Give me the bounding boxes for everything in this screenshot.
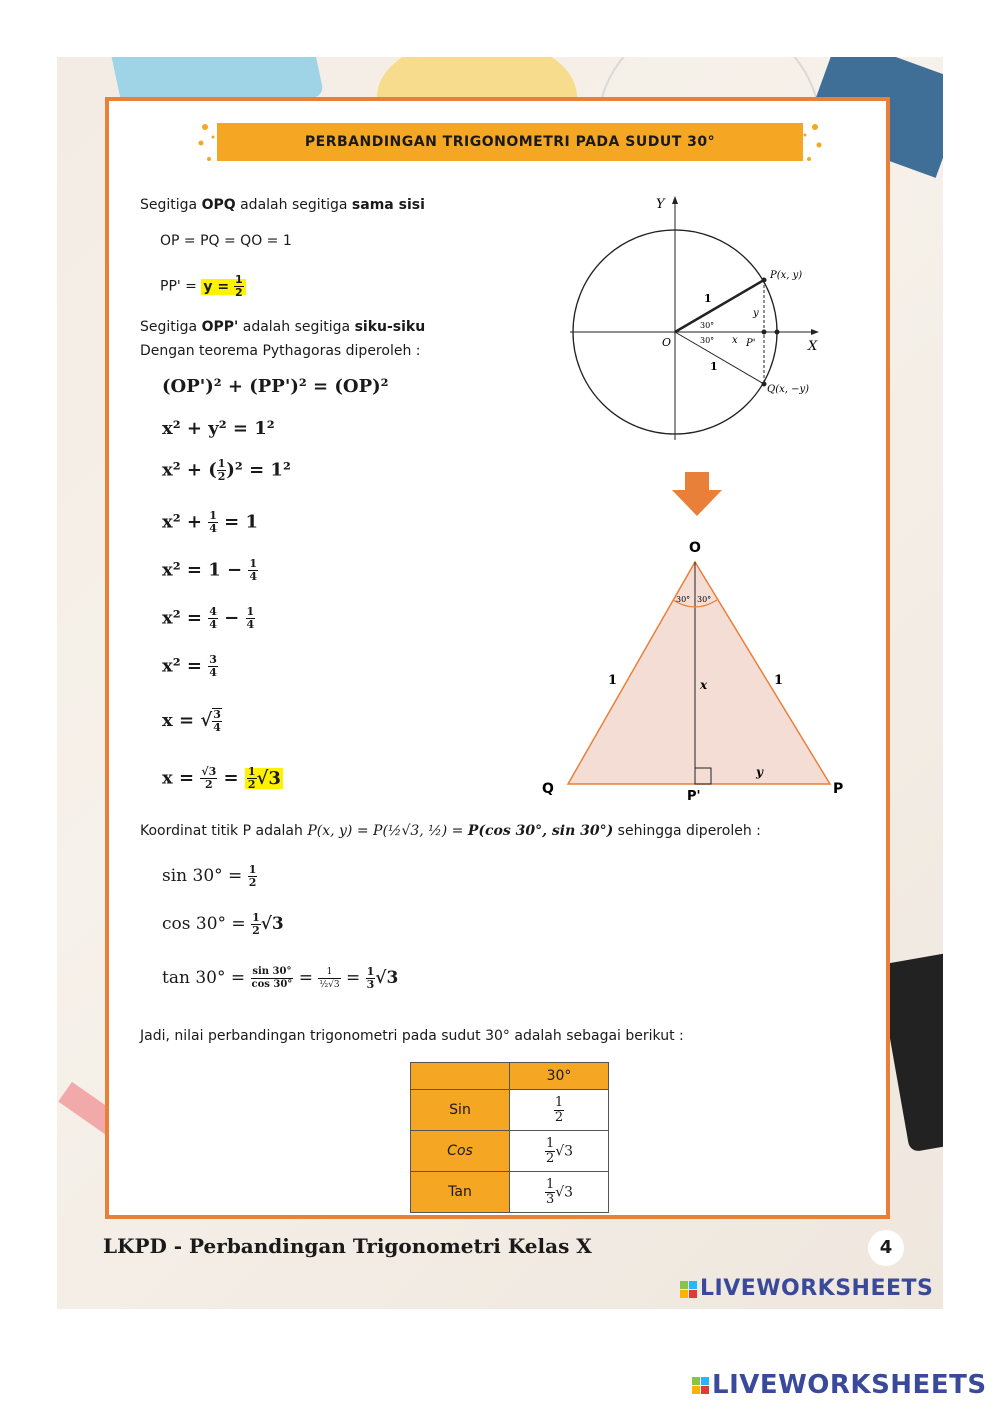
liveworksheets-logo-bottom[interactable]: LIVEWORKSHEETS [692,1370,987,1400]
table-corner [411,1063,510,1090]
vertex-p-label: P [833,781,844,797]
step-7: x² = $\frac{3}{4}$ [162,653,217,679]
radius-op [675,280,764,332]
triangle-diagram [540,534,860,804]
y-length-label: y [753,308,759,319]
liveworksheets-logo-footer: LIVEWORKSHEETS [680,1276,933,1301]
angle-lower-label: 30° [700,336,715,345]
pprime-label: P' [746,338,756,349]
table-row-cos [411,1131,609,1172]
step-4: x² + $\frac{1}{4}$ = 1 [162,509,259,535]
page-number: 4 [868,1230,904,1266]
tan-value: $\frac{1}{3}$ √3 [510,1172,609,1213]
coordinate-statement: Koordinat titik P adalah P(x, y) = P(½√3, ½) = P(cos 30°, sin 30°) sehingga diperoleh : [140,823,761,839]
step-6: x² = $\frac{4}{4}$ − $\frac{1}{4}$ [162,605,255,631]
angle-right-label: 30° [697,595,712,604]
y-axis-arrow [672,196,678,204]
y-axis-label: Y [656,197,665,212]
origin-label: O [662,336,672,349]
page-title: PERBANDINGAN TRIGONOMETRI PADA SUDUT 30° [304,134,716,150]
down-arrow-icon [672,472,722,516]
unit-circle-diagram [560,190,860,450]
point-pprime [762,330,767,335]
x-axis-label: X [808,339,818,354]
sin-result: sin 30° = $\frac{1}{2}$ [162,863,257,889]
table-row-tan [411,1172,609,1213]
vertex-o-label: O [689,540,701,556]
intro-line-3: Segitiga OPP' adalah segitiga siku-siku [140,319,426,335]
footer-title: LKPD - Perbandingan Trigonometri Kelas X [103,1234,592,1258]
cos-value: $\frac{1}{2}$ √3 [510,1131,609,1172]
vertex-pprime-label: P' [687,789,701,804]
side-left-label: 1 [608,673,618,688]
step-3: x² + ( $\frac{1}{2}$ )² = 1² [162,457,291,483]
step-9: x = $\frac{√3}{2}$ = $\frac{1}{2}$ √3 [162,765,281,791]
step-1: (OP')² + (PP')² = (OP)² [162,376,389,397]
row-label-tan: Tan [411,1172,510,1213]
angle-left-label: 30° [676,595,691,604]
intro-line-4: Dengan teorema Pythagoras diperoleh : [140,343,421,359]
circle-x-intercept [775,330,780,335]
radius-op-label: 1 [704,292,712,305]
liveworksheets-icon [692,1377,709,1394]
intro-line-1: Segitiga OPQ adalah segitiga sama sisi [140,197,425,213]
liveworksheets-icon [680,1281,697,1298]
table-row-sin [411,1090,609,1131]
step-5: x² = 1 − $\frac{1}{4}$ [162,557,258,583]
radius-oq-label: 1 [710,360,718,373]
side-right-label: 1 [774,673,784,688]
trig-ratio-table [410,1062,609,1213]
tan-result: tan 30° = $\frac{\sin 30^\circ}{\cos 30^\circ}$ = $\frac{1}{\text{½√3}}$ = $\frac{1}{3}$ √3 [162,965,399,991]
x-length-label: x [732,335,738,346]
q-point-label: Q(x, −y) [767,384,810,395]
sides-equal: OP = PQ = QO = 1 [160,233,292,249]
step-2: x² + y² = 1² [162,418,275,439]
sin-value: $\frac{1}{2}$ [510,1090,609,1131]
pp-equation: PP' = y = $\frac{1}{2}$ [160,274,246,299]
table-header-30: 30° [510,1063,609,1090]
row-label-sin: Sin [411,1090,510,1131]
height-label: x [700,678,708,692]
x-axis-arrow [811,329,819,335]
p-point-label: P(x, y) [770,270,803,281]
angle-upper-label: 30° [700,321,715,330]
step-8: x = √ $\frac{3}{4}$ [162,708,221,734]
cos-result: cos 30° = $\frac{1}{2}$ √3 [162,911,284,937]
title-banner [195,113,825,171]
vertex-q-label: Q [542,781,554,797]
point-p [762,278,767,283]
row-label-cos: Cos [411,1131,510,1172]
base-label: y [756,765,763,779]
conclusion-text: Jadi, nilai perbandingan trigonometri pada sudut 30° adalah sebagai berikut : [140,1028,684,1044]
point-q [762,382,767,387]
